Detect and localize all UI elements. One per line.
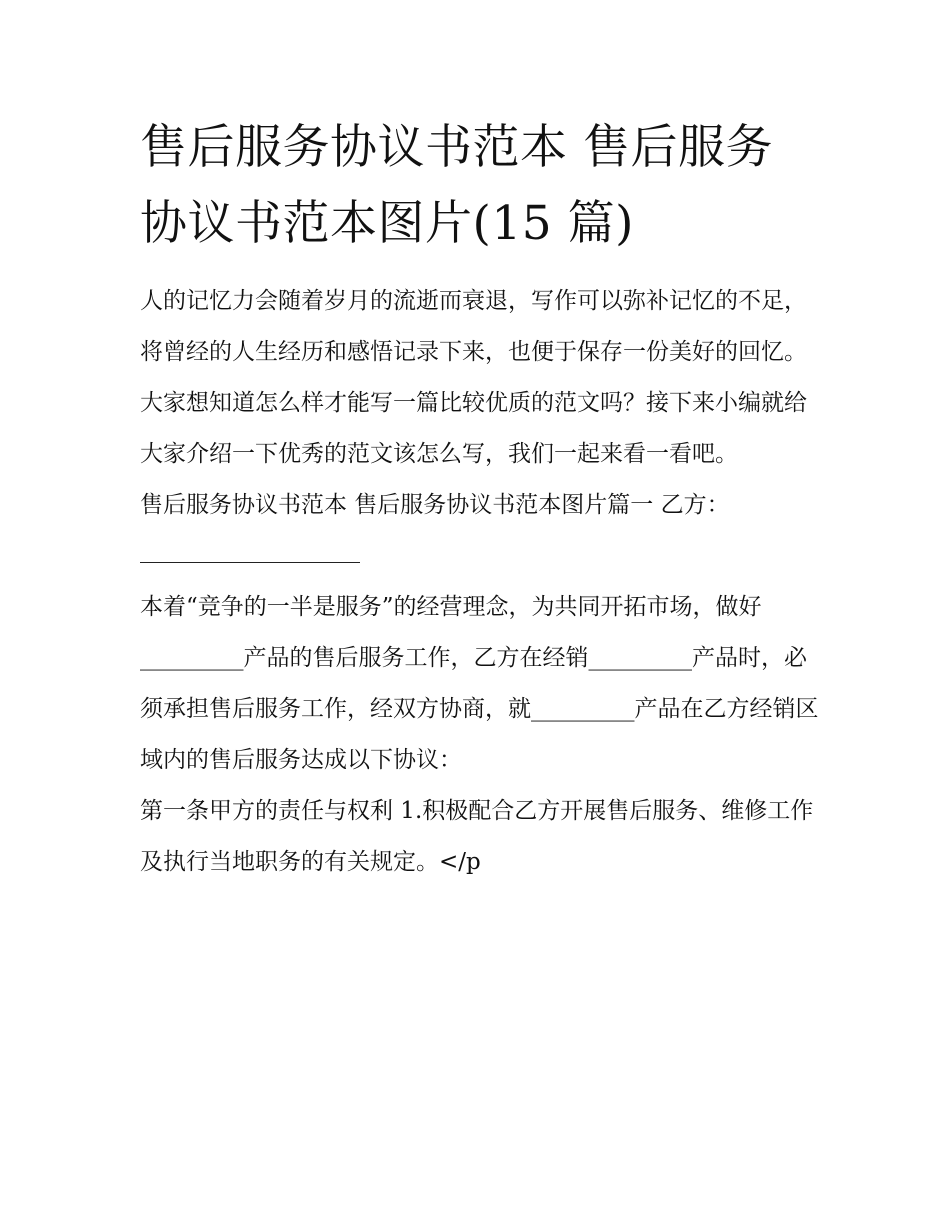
body-paragraph-1: 本着“竞争的一半是服务”的经营理念，为共同开拓市场，做好_________产品的售后服务工作，乙方在经销_________产品时，必须承担售后服务工作，经双方协商，就_________产品在乙方经销区域内的售后服务达成以下协议： bbox=[140, 594, 819, 773]
body-paragraph-2: 第一条甲方的责任与权利 1.积极配合乙方开展售后服务、维修工作及执行当地职务的有关规定。</p bbox=[140, 798, 814, 875]
intro-paragraph: 人的记忆力会随着岁月的流逝而衰退，写作可以弥补记忆的不足，将曾经的人生经历和感悟记录下来，也便于保存一份美好的回忆。大家想知道怎么样才能写一篇比较优质的范文吗？接下来小编就给大家介绍一下优秀的范文该怎么写，我们一起来看一看吧。 bbox=[140, 288, 807, 467]
document-page bbox=[140, 110, 820, 888]
fill-in-blank-line bbox=[140, 531, 820, 582]
document-title: 售后服务协议书范本 售后服务协议书范本图片(15 篇) bbox=[140, 120, 773, 251]
section-heading: 售后服务协议书范本 售后服务协议书范本图片篇一 乙方： bbox=[140, 492, 730, 518]
